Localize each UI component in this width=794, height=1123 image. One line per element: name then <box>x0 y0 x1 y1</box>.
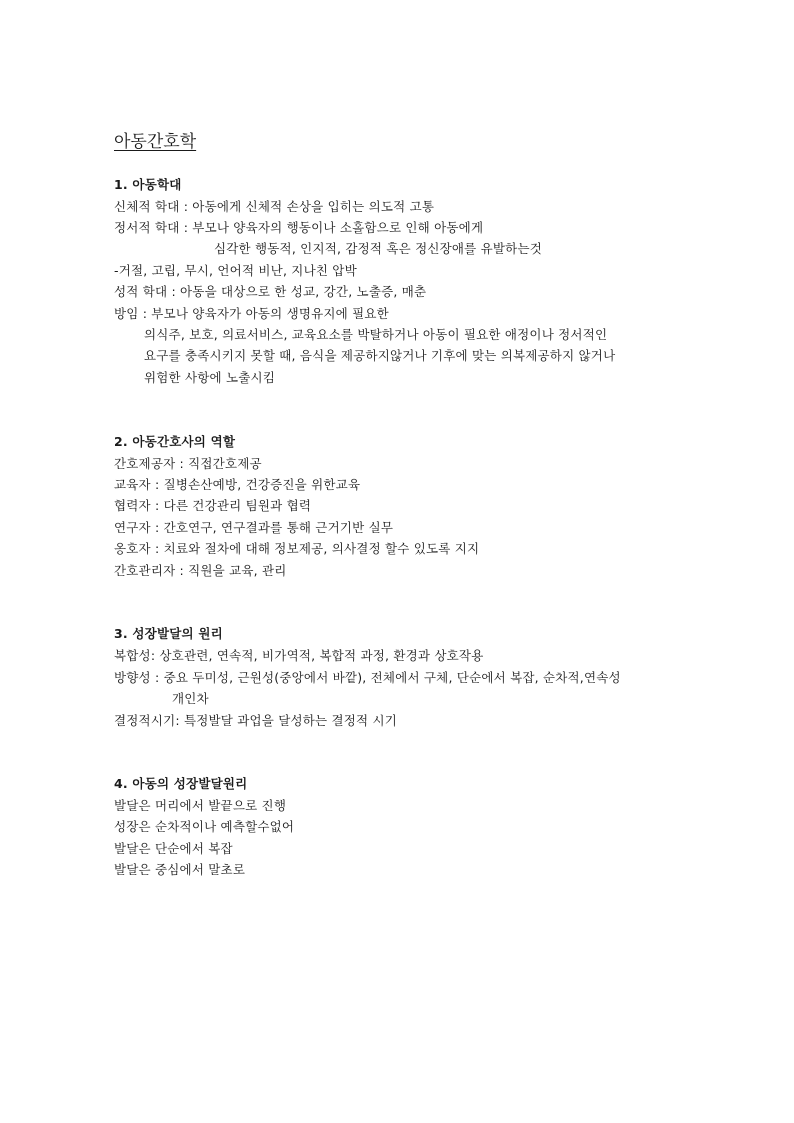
text-line: 신체적 학대 : 아동에게 신체적 손상을 입히는 의도적 고통 <box>114 199 435 214</box>
text-line: 협력자 : 다른 건강관리 팀원과 협력 <box>114 498 312 513</box>
text-line: 심각한 행동적, 인지적, 감정적 혹은 정신장애를 유발하는것 <box>214 241 542 256</box>
text-line: 발달은 단순에서 복잡 <box>114 841 233 856</box>
section-heading-growth-principles: 3. 성장발달의 원리 <box>114 626 223 641</box>
text-line: 성장은 순차적이나 예측할수없어 <box>114 819 295 834</box>
text-line: 발달은 중심에서 말초로 <box>114 862 246 877</box>
text-line: 방향성 : 중요 두미성, 근원성(중앙에서 바깥), 전체에서 구체, 단순에서 복잡, 순차적,연속성 <box>114 670 621 685</box>
text-line: 의식주, 보호, 의료서비스, 교육요소를 박탈하거나 아동이 필요한 애정이나 정서적인 <box>144 327 608 342</box>
text-line: 요구를 충족시키지 못할 때, 음식을 제공하지않거나 기후에 맞는 의복제공하지 않거나 <box>144 348 616 363</box>
text-line: 결정적시기: 특정발달 과업을 달성하는 결정적 시기 <box>114 713 398 728</box>
text-line: 성적 학대 : 아동을 대상으로 한 성교, 강간, 노출증, 매춘 <box>114 284 427 299</box>
text-line: 복합성: 상호관련, 연속적, 비가역적, 복합적 과정, 환경과 상호작용 <box>114 648 484 663</box>
section-heading-nurse-roles: 2. 아동간호사의 역할 <box>114 434 236 449</box>
text-line: 방임 : 부모나 양육자가 아동의 생명유지에 필요한 <box>114 306 389 321</box>
document-title: 아동간호학 <box>114 132 197 152</box>
text-line: 교육자 : 질병손산예방, 건강증진을 위한교육 <box>114 477 361 492</box>
text-line: 간호제공자 : 직접간호제공 <box>114 456 262 471</box>
section-heading-child-growth-principles: 4. 아동의 성장발달원리 <box>114 776 248 791</box>
text-line: 옹호자 : 치료와 절차에 대해 정보제공, 의사결정 할수 있도록 지지 <box>114 541 480 556</box>
section-heading-child-abuse: 1. 아동학대 <box>114 177 182 192</box>
text-line: 정서적 학대 : 부모나 양육자의 행동이나 소홀함으로 인해 아동에게 <box>114 220 484 235</box>
text-line: 간호관리자 : 직원을 교육, 관리 <box>114 563 287 578</box>
text-line: -거절, 고립, 무시, 언어적 비난, 지나친 압박 <box>114 263 357 278</box>
text-line: 개인차 <box>172 691 209 706</box>
text-line: 위험한 사항에 노출시킴 <box>144 370 276 385</box>
text-line: 발달은 머리에서 발끝으로 진행 <box>114 798 287 813</box>
document-page <box>114 0 734 1123</box>
text-line: 연구자 : 간호연구, 연구결과를 통해 근거기반 실무 <box>114 520 394 535</box>
